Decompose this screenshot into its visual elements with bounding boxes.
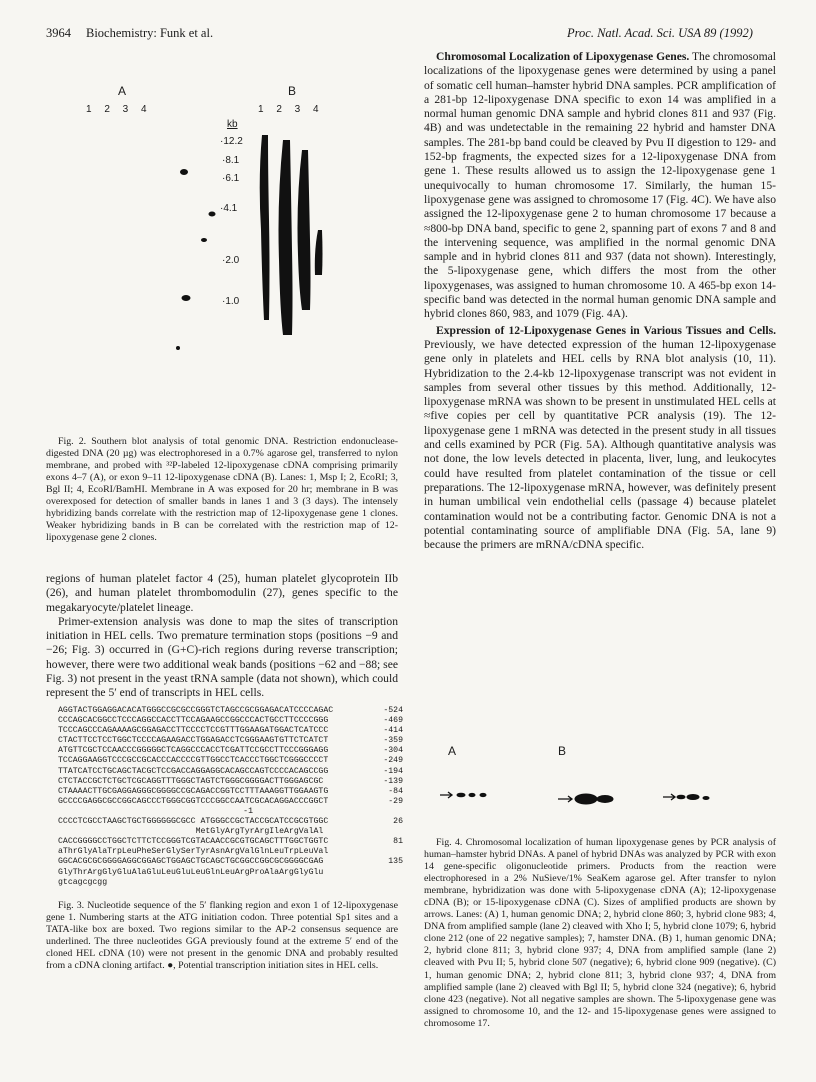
gel-band [480, 793, 486, 796]
fig2-marker: ·12.2 [220, 136, 243, 147]
fig3-sequence [58, 706, 403, 888]
gel-band [597, 796, 613, 803]
fig4-caption [424, 837, 776, 1030]
journal-running-head: Biochemistry: Funk et al. [86, 26, 214, 40]
sequence-row: aThrGlyAlaTrpLeuPheSerGlySerTyrAsnArgValGlnLeuTrpLeuVal [58, 847, 329, 857]
sequence-row: GlyThrArgGlyGluAlaGluLeuGluLeuGlnLeuArgProAlaArgGlyGlu [58, 867, 324, 877]
sequence-row: GCCCCGAGGCGCCGGCAGCCCTGGGCGGTCCCGGCCAATCGCACAGGACCCGGCT -29 [58, 796, 403, 806]
fig2-caption [46, 436, 398, 544]
sequence-row: CCCCTCGCCTAAGCTGCTGGGGGGCGCC ATGGGCCGCTACCGCATCCGCGTGGC 26 [58, 817, 403, 827]
left-body-text [46, 572, 398, 701]
size-arrow [558, 796, 572, 802]
size-arrow [663, 794, 675, 800]
blot-smear [260, 135, 270, 320]
fig2-marker: ·6.1 [222, 173, 240, 184]
fig2-caption-label: Fig. 2. [58, 436, 87, 447]
gel-band [469, 793, 475, 796]
fig2-panel-a-label: A [118, 84, 127, 98]
fig4-panel-b-label: B [558, 744, 567, 758]
blot-smear [279, 140, 293, 335]
fig2-kb-label: kb [227, 119, 238, 130]
sequence-row: -1 [243, 806, 253, 816]
fig4-caption-text: Chromosomal localization of human lipoxygenase genes by PCR analysis of human–hamster hybrid DNAs. A panel of hybrid DNAs was analyzed by PCR with exon 14 gene-specific oligonucleotide primers. Products from the reaction were electrophoresed in a 2% NuSieve/1% SeaKem agarose gel. After transfer to nylon membrane, hybridization was done with 5-lipoxygenase cDNA (A); 12-lipoxygenase cDNA (B); or 15-lipoxygenase cDNA (C). Sizes of amplified products are shown by arrows. Lanes: (A) 1, human genomic DNA; 2, hybrid clone 860; 3, hybrid clone 983; 4, DNA from amplified sample (lane 2) cleaved with Xho I; 5, hybrid clone 1079; 6, hybrid clone 212 (one of 22 negative samples); 7, hamster DNA. (B) 1, human genomic DNA; 2, hybrid clone 811; 3, hybrid clone 937; 4, DNA from amplified sample (lane 2) cleaved with Pvu II; 5, hybrid clone 507 (negative); 6, hybrid clone 909 (negative). (C) 1, human genomic DNA; 2, hybrid clone 811; 3, hybrid clone 937; 4, DNA from amplified sample (lane 2) cleaved with Bgl II; 5, hybrid clone 324 (negative); 6, hybrid clone 423 (negative). Not all negative samples are shown. The 5-lipoxygenase gene was assigned to chromosome 10, and the 12- and 15-lipoxygenase genes were assigned to chromosome 17. [424, 837, 777, 1029]
page-number: 3964 [46, 26, 71, 40]
fig2-lane-numbers-b: 1 2 3 4 [258, 104, 324, 115]
fig3-caption-label: Fig. 3. [58, 900, 85, 911]
fig2-lane-numbers-a: 1 2 3 4 [86, 104, 152, 115]
sequence-row: CCCAGCACGGCCTCCCAGGCCACCTTCCAGAAGCCGGCCCACTGCCTTCCCCGGG -469 [58, 716, 403, 726]
right-paragraph-1: The chromosomal localizations of the lipoxygenase genes were determined by using a panel of somatic cell human–hamster hybrid DNA samples. PCR amplification of a 281-bp 12-lipoxygenase DNA specific to exon 14 was amplified in a normal human genomic DNA sample and hybrid clones 811 and 937 (Fig. 4B) and was undetectable in the remaining 22 hybrid and hamster DNA samples. The 281-bp band could be cleaved by Pvu II digestion to 129- and 152-bp fragments, the expected sizes for a 12-lipoxygenase DNA from gene 1. These results allowed us to assign the 12-lipoxygenase gene 1 unequivocally to human chromosome 17. Similarly, the human 15-lipoxygenase gene was assigned to chromosome 17 (Fig. 4C). We have also assigned the 12-lipoxygenase gene 2 to human chromosome 17 because a ≈800-bp DNA band, specific to gene 2, spanning part of exons 7 and 8 and the intervening sequence, was amplified in the normal genomic DNA sample and in hybrid clones 811 and 937 (data not shown). Interestingly, the 5-lipoxygenase gene, which differs the most from the other lipoxygenases, was assigned to human chromosome 10. A 465-bp exon 14-specific band was detected in the normal human genomic DNA sample and hybrid clones 860, 983, and 1079 (Fig. 4A). [424, 50, 776, 321]
blot-band [182, 295, 191, 301]
sequence-row: MetGlyArgTyrArgIleArgValAl [58, 827, 324, 837]
section-heading-expression: Expression of 12-Lipoxygenase Genes in Various Tissues and Cells. [436, 323, 776, 337]
blot-smear [298, 150, 311, 310]
sequence-row: TTATCATCCTGCAGCTACGCTCCGACCAGGAGGCACAGCCAGTCCCCACAGCCGG -194 [58, 766, 403, 776]
fig2-panel-b-label: B [288, 84, 297, 98]
sequence-row: GGCACGCGCGGGGAGGCGGAGCTGGAGCTGCAGCTGCGGCCGGCGCGGGGCGAG 135 [58, 857, 403, 867]
gel-band [677, 795, 685, 799]
fig2-marker: ·2.0 [222, 255, 240, 266]
left-paragraph-1: regions of human platelet factor 4 (25), human platelet glycoprotein IIb (26), and human platelet thrombomodulin (27), genes specific to the megakaryocyte/platelet lineage. [46, 572, 398, 614]
sequence-row: gtcagcgcgg [58, 877, 108, 887]
sequence-row: CTACTTCCTCCTGGCTCCCCAGAAGACCTGGAGACCTCGGGAAGTGTTCTCATCT -359 [58, 736, 403, 746]
fig3-caption [46, 900, 398, 972]
sequence-row: CACCGGGGCCTGGCTCTTCTCCGGGTCGTACAACCGCGTGCAGCTTTGGCTGGTC 81 [58, 837, 403, 847]
sequence-row: CTAAAACTTGCGAGGAGGGCGGGGCCGCAGACCGGTCCTTTAAAGGTTGGAAGTG -84 [58, 786, 403, 796]
gel-band [457, 793, 465, 797]
fig4-panel-a-label: A [448, 744, 457, 758]
right-body-text [424, 50, 776, 552]
fig2-marker: ·1.0 [222, 296, 240, 307]
right-paragraph-2: Previously, we have detected expression of the human 12-lipoxygenase gene only in platelets and HEL cells by RNA blot analysis (10, 11). Hybridization to the 2.4-kb 12-lipoxygenase transcript was not evident in samples from several other tissues by this method. Additionally, 12-lipoxygenase mRNA was shown to be present in unstimulated HEL cells at ≈five copies per cell by quantitative PCR analysis (19). The 12-lipoxygenase gene 1 mRNA was detected in the present study in all tissues and cells examined by PCR (Fig. 5A). Although quantitative analysis was not done, the low levels detected in placenta, liver, lung, and leukocytes could have resulted from platelet contamination of the tissue or cell preparations. The 12-lipoxygenase mRNA, however, was definitely present in human umbilical vein endothelial cells (passage 4) because platelet contamination would not be a contributing factor. Genomic DNA is not a potential contaminating source of amplifiable DNA (Fig. 5A, lane 9) because the primers are mRNA/cDNA specific. [424, 337, 776, 552]
section-heading-chromosomal: Chromosomal Localization of Lipoxygenase Genes. [436, 50, 690, 63]
sequence-row: TCCCAGCCCAGAAAAGCGGAGACCTTCCCCTCCGTTTGGAAGATGGACTCATCCC -414 [58, 726, 403, 736]
blot-band [201, 238, 207, 242]
fig2-marker: ·8.1 [222, 155, 240, 166]
journal-citation: Proc. Natl. Acad. Sci. USA 89 (1992) [567, 26, 753, 40]
blot-smear [315, 230, 323, 275]
left-paragraph-2: Primer-extension analysis was done to map the sites of transcription initiation in HEL cells. Two premature termination stops (positions −9 and −26; Fig. 3) occurred in (G+C)-rich regions during reverse transcription; however, there were two additional weak bands (positions −62 and −88; see Fig. 3) not present in the yeast tRNA sample (data not shown), which could represent the 5′ end of transcripts in HEL cells. [46, 614, 398, 700]
blot-band [176, 346, 180, 350]
fig3-caption-text: Nucleotide sequence of the 5′ flanking region and exon 1 of 12-lipoxygenase gene 1. Numbering starts at the ATG initiation codon. Three potential Sp1 sites and a TATA-like box are boxed. Two regions similar to the AP-2 consensus sequence are underlined. The three nucleotides GGA previously found at the extreme 5′ end of the cloned HEL cDNA (10) were not present in the genomic DNA and probably resulted from a cDNA cloning artifact. ●, Potential transcription initiation sites in HEL cells. [46, 900, 398, 972]
gel-band [703, 797, 709, 800]
sequence-row: TCCAGGAAGGTCCCGCCGCACCCACCCCGTTGGCCTCACCCTGGCTCGGGCCCCT -249 [58, 756, 403, 766]
fig4-caption-label: Fig. 4. [436, 837, 463, 848]
fig2-caption-text: Southern blot analysis of total genomic DNA. Restriction endonuclease-digested DNA (20 µg) was electrophoresed in a 0.7% agarose gel, transferred to nylon membrane, and probed with ³²P-labeled 12-lipoxygenase cDNA comprising primarily exons 4–7 (A), or exon 9–11 12-lipoxygenase cDNA (B). Lanes: 1, Msp I; 2, EcoRI; 3, Bgl II; 4, EcoRI/BamHI. Membrane in A was exposed for 20 hr; membrane in B was overexposed for detection of smaller bands in lanes 1 and 3 (3 days). The intensely hybridizing bands correlate with the restriction map of 12-lipoxygenase gene 1 clones. Weaker hybridizing bands in B can be correlated with the restriction map of 12-lipoxygenase gene 2 clones. [46, 436, 399, 544]
size-arrow [440, 792, 452, 798]
gel-band [687, 795, 699, 800]
gel-band [575, 794, 597, 804]
blot-band [209, 212, 216, 217]
fig2-marker: ·4.1 [220, 203, 238, 214]
blot-band [180, 169, 188, 175]
sequence-row: AGGTACTGGAGGACACATGGGCCGCGCCGGGTCTAGCCGCGGAGACATCCCCAGAC -524 [58, 706, 403, 715]
sequence-row: ATGTTCGCTCCAACCCGGGGGCTCAGGCCCACCTCGATTCCGCCTTCCCGGGAGG -304 [58, 746, 403, 756]
sequence-row: CTCTACCGCTCTGCTCGCAGGTTTGGGCTAGTCTGGGCGGGGACTTGGGAGCGC -139 [58, 776, 403, 786]
